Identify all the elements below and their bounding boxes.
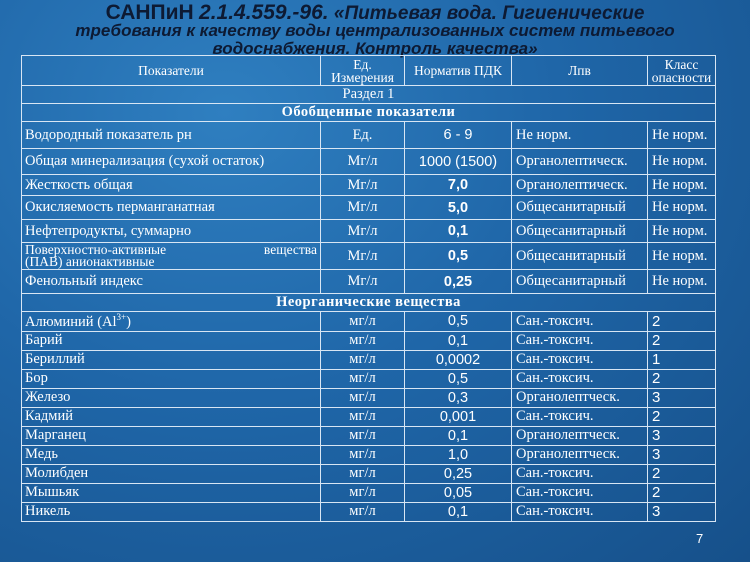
- cell-indicator: Барий: [22, 331, 321, 350]
- table-row: [22, 149, 716, 175]
- table-row: [22, 175, 716, 196]
- group-title: Обобщенные показатели: [22, 104, 716, 122]
- cell-class: 3: [648, 388, 716, 407]
- cell-indicator: Молибден: [22, 464, 321, 483]
- table-row: [22, 122, 716, 149]
- table-row: [22, 445, 716, 464]
- cell-indicator: Нефтепродукты, суммарно: [22, 220, 321, 243]
- title-code: 2.1.4.559.-96.: [199, 1, 329, 24]
- cell-lpv: Сан.-токсич.: [512, 407, 648, 426]
- cell-lpv: Общесанитарный: [512, 270, 648, 294]
- title-line1-rest: «Питьевая вода. Гигиенические: [333, 3, 645, 24]
- cell-indicator: [22, 312, 321, 332]
- cell-lpv: Органолептческ.: [512, 445, 648, 464]
- section-row: [22, 86, 716, 104]
- water-quality-table: [21, 55, 716, 522]
- header-norm: Норматив ПДК: [405, 56, 512, 86]
- section-label: Раздел 1: [22, 86, 716, 104]
- cell-class: 2: [648, 312, 716, 332]
- cell-unit: мг/л: [321, 483, 405, 502]
- cell-norm: 0,1: [405, 502, 512, 521]
- cell-unit: мг/л: [321, 369, 405, 388]
- cell-lpv: Не норм.: [512, 122, 648, 149]
- cell-indicator: [22, 243, 321, 270]
- cell-unit: мг/л: [321, 312, 405, 332]
- indicator-sup: 3+: [116, 312, 127, 322]
- cell-indicator: Марганец: [22, 426, 321, 445]
- cell-lpv: Органолептическ.: [512, 149, 648, 175]
- header-lpv: Лпв: [512, 56, 648, 86]
- header-indicator: Показатели: [22, 56, 321, 86]
- cell-unit: мг/л: [321, 388, 405, 407]
- cell-unit: мг/л: [321, 502, 405, 521]
- cell-lpv: Сан.-токсич.: [512, 369, 648, 388]
- cell-unit: Ед.: [321, 122, 405, 149]
- group-header-row: [22, 104, 716, 122]
- page-number: 7: [696, 531, 704, 546]
- table-row: [22, 270, 716, 294]
- cell-lpv: Сан.-токсич.: [512, 464, 648, 483]
- cell-lpv: Общесанитарный: [512, 243, 648, 270]
- header-unit: Ед. Измерения: [321, 56, 405, 86]
- cell-lpv: Органолептическ.: [512, 175, 648, 196]
- cell-class: Не норм.: [648, 122, 716, 149]
- group-header-row: [22, 294, 716, 312]
- cell-lpv: Сан.-токсич.: [512, 483, 648, 502]
- title-line-2: требования к качеству воды централизованных систем питьевого: [75, 21, 675, 40]
- cell-indicator: Водородный показатель рн: [22, 122, 321, 149]
- cell-indicator: Бериллий: [22, 350, 321, 369]
- cell-lpv: Органолептческ.: [512, 388, 648, 407]
- cell-class: 2: [648, 407, 716, 426]
- cell-norm: 0,25: [405, 270, 512, 294]
- cell-norm: 0,0002: [405, 350, 512, 369]
- indicator-part-a: Поверхностно-активные: [25, 242, 167, 257]
- indicator-part-c: (ПАВ) анионактивные: [25, 254, 155, 269]
- cell-lpv: Общесанитарный: [512, 220, 648, 243]
- header-row: [22, 56, 716, 86]
- table-row: [22, 331, 716, 350]
- cell-indicator: Окисляемость перманганатная: [22, 196, 321, 220]
- cell-norm: 0,5: [405, 312, 512, 332]
- cell-indicator: Жесткость общая: [22, 175, 321, 196]
- cell-class: Не норм.: [648, 243, 716, 270]
- cell-unit: мг/л: [321, 426, 405, 445]
- table-row: [22, 369, 716, 388]
- cell-norm: 5,0: [405, 196, 512, 220]
- table-row: [22, 483, 716, 502]
- cell-class: Не норм.: [648, 196, 716, 220]
- cell-norm: 0,1: [405, 331, 512, 350]
- cell-class: 2: [648, 483, 716, 502]
- table-row: [22, 350, 716, 369]
- cell-class: Не норм.: [648, 175, 716, 196]
- cell-indicator: Мышьяк: [22, 483, 321, 502]
- cell-lpv: Сан.-токсич.: [512, 350, 648, 369]
- cell-indicator: Кадмий: [22, 407, 321, 426]
- cell-norm: 6 - 9: [405, 122, 512, 149]
- cell-norm: 0,1: [405, 426, 512, 445]
- cell-class: 3: [648, 426, 716, 445]
- table-row: [22, 426, 716, 445]
- indicator-end: ): [126, 313, 131, 330]
- title-line-1: [0, 2, 750, 23]
- cell-class: 1: [648, 350, 716, 369]
- cell-lpv: Сан.-токсич.: [512, 331, 648, 350]
- cell-lpv: Сан.-токсич.: [512, 312, 648, 332]
- table-row: [22, 243, 716, 270]
- table-row: [22, 388, 716, 407]
- cell-unit: мг/л: [321, 331, 405, 350]
- indicator-part-b: вещества: [263, 242, 317, 257]
- cell-norm: 0,5: [405, 243, 512, 270]
- cell-class: 2: [648, 331, 716, 350]
- cell-lpv: Органолептческ.: [512, 426, 648, 445]
- header-class: Класс опасности: [648, 56, 716, 86]
- cell-norm: 0,5: [405, 369, 512, 388]
- table-row: [22, 464, 716, 483]
- cell-norm: 1,0: [405, 445, 512, 464]
- cell-class: 3: [648, 445, 716, 464]
- cell-unit: Мг/л: [321, 220, 405, 243]
- cell-lpv: Общесанитарный: [512, 196, 648, 220]
- cell-norm: 0,001: [405, 407, 512, 426]
- cell-class: 3: [648, 502, 716, 521]
- cell-norm: 0,1: [405, 220, 512, 243]
- cell-indicator: Общая минерализация (сухой остаток): [22, 149, 321, 175]
- cell-unit: мг/л: [321, 464, 405, 483]
- cell-indicator: Бор: [22, 369, 321, 388]
- cell-indicator: Железо: [22, 388, 321, 407]
- group-title: Неорганические вещества: [22, 294, 716, 312]
- cell-norm: 0,25: [405, 464, 512, 483]
- indicator-text: Алюминий (Al: [25, 313, 117, 330]
- cell-indicator: Медь: [22, 445, 321, 464]
- title-prefix: САНПиН: [105, 1, 194, 24]
- cell-norm: 7,0: [405, 175, 512, 196]
- cell-unit: Мг/л: [321, 149, 405, 175]
- cell-class: 2: [648, 369, 716, 388]
- cell-class: Не норм.: [648, 149, 716, 175]
- cell-class: Не норм.: [648, 220, 716, 243]
- cell-unit: Мг/л: [321, 243, 405, 270]
- table-row: [22, 220, 716, 243]
- cell-norm: 0,3: [405, 388, 512, 407]
- cell-unit: Мг/л: [321, 270, 405, 294]
- cell-norm: 0,05: [405, 483, 512, 502]
- title-line-3: водоснабжения. Контроль качества»: [212, 39, 538, 58]
- cell-unit: мг/л: [321, 350, 405, 369]
- cell-lpv: Сан.-токсич.: [512, 502, 648, 521]
- cell-norm: 1000 (1500): [405, 149, 512, 175]
- cell-indicator: Фенольный индекс: [22, 270, 321, 294]
- table-row: [22, 502, 716, 521]
- cell-class: Не норм.: [648, 270, 716, 294]
- table-row: [22, 196, 716, 220]
- cell-unit: мг/л: [321, 445, 405, 464]
- cell-unit: Мг/л: [321, 175, 405, 196]
- cell-class: 2: [648, 464, 716, 483]
- table-row: [22, 407, 716, 426]
- cell-unit: Мг/л: [321, 196, 405, 220]
- table-row: [22, 312, 716, 332]
- cell-indicator: Никель: [22, 502, 321, 521]
- cell-unit: мг/л: [321, 407, 405, 426]
